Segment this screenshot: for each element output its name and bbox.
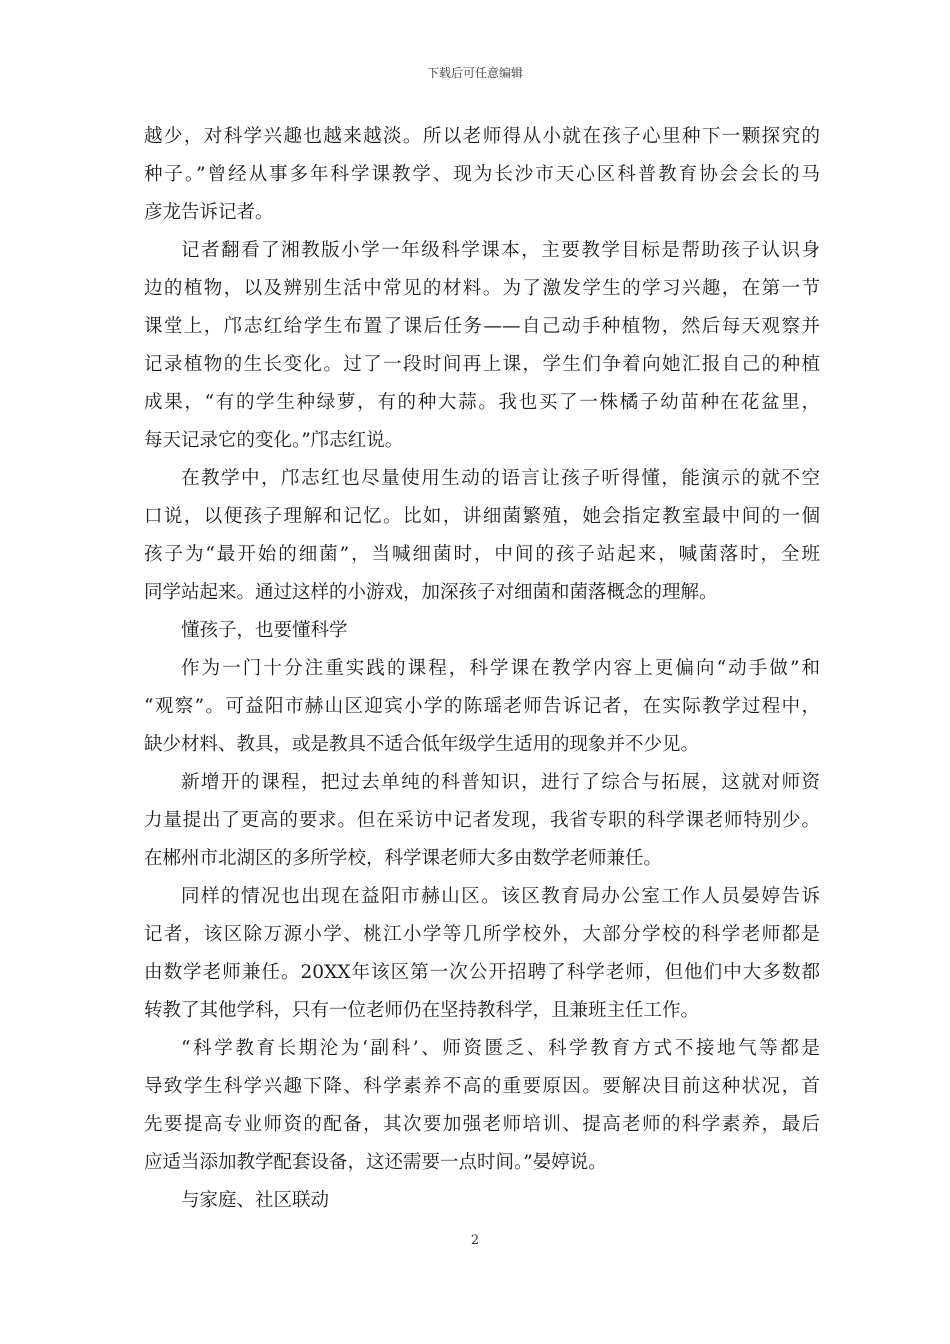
text-line: 新增开的课程，把过去单纯的科普知识，进行了综合与拓展，这就对师资	[181, 772, 820, 793]
text-line: 缺少材料、教具，或是教具不适合低年级学生适用的现象并不少见。	[144, 734, 700, 755]
text-line: 同学站起来。通过这样的小游戏，加深孩子对细菌和菌落概念的理解。	[144, 582, 718, 603]
page-header: 下载后可任意编辑	[426, 66, 523, 80]
text-line: 作为一门十分注重实践的课程，科学课在教学内容上更偏向“动手做”和	[181, 658, 820, 679]
text-line: 力量提出了更高的要求。但在采访中记者发现，我省专职的科学课老师特别少。	[144, 810, 820, 831]
text-line: 越少，对科学兴趣也越来越淡。所以老师得从小就在孩子心里种下一颗探究的	[144, 126, 820, 147]
text-line: 先要提高专业师资的配备，其次要加强老师培训、提高老师的科学素养，最后	[144, 1114, 820, 1135]
text-line: 记者，该区除万源小学、桃江小学等几所学校外，大部分学校的科学老师都是	[144, 924, 820, 945]
text-line: 成果，“有的学生种绿萝，有的种大蒜。我也买了一株橘子幼苗种在花盆里，	[144, 392, 820, 413]
document-body	[144, 118, 820, 1220]
text-line: 孩子为“最开始的细菌”，当喊细菌时，中间的孩子站起来，喊菌落时，全班	[144, 544, 820, 565]
text-line: 边的植物，以及辨别生活中常见的材料。为了激发学生的学习兴趣，在第一节	[144, 278, 820, 299]
text-line: “观察”。可益阳市赫山区迎宾小学的陈瑶老师告诉记者，在实际教学过程中，	[144, 696, 820, 717]
text-line: 口说，以便孩子理解和记忆。比如，讲细菌繁殖，她会指定教室最中间的一個	[144, 506, 820, 527]
text-line: 彦龙告诉记者。	[144, 202, 274, 223]
text-line: 记录植物的生长变化。过了一段时间再上课，学生们争着向她汇报自己的种植	[144, 354, 820, 375]
text-line: 种子。”曾经从事多年科学课教学、现为长沙市天心区科普教育协会会长的马	[144, 164, 820, 185]
text-line: “科学教育长期沦为‘副科’、师资匮乏、科学教育方式不接地气等都是	[181, 1038, 820, 1059]
text-line: 课堂上，邝志红给学生布置了课后任务——自己动手种植物，然后每天观察并	[144, 316, 820, 337]
text-line: 在郴州市北湖区的多所学校，科学课老师大多由数学老师兼任。	[144, 848, 663, 869]
page-number: 2	[470, 1233, 480, 1248]
text-line: 每天记录它的变化。”邝志红说。	[144, 430, 404, 451]
text-line: 记者翻看了湘教版小学一年级科学课本，主要教学目标是帮助孩子认识身	[181, 240, 820, 261]
text-line: 转教了其他学科，只有一位老师仍在坚持教科学，且兼班主任工作。	[144, 1000, 700, 1021]
text-line: 应适当添加教学配套设备，这还需要一点时间。”晏婷说。	[144, 1152, 607, 1173]
section-heading: 与家庭、社区联动	[181, 1190, 330, 1211]
section-heading: 懂孩子，也要懂科学	[181, 620, 348, 641]
text-line: 导致学生科学兴趣下降、科学素养不高的重要原因。要解决目前这种状况，首	[144, 1076, 820, 1097]
text-line: 同样的情况也出现在益阳市赫山区。该区教育局办公室工作人员晏婷告诉	[181, 886, 820, 907]
text-line: 由数学老师兼任。20XX年该区第一次公开招聘了科学老师，但他们中大多数都	[144, 962, 820, 983]
text-line: 在教学中，邝志红也尽量使用生动的语言让孩子听得懂，能演示的就不空	[181, 468, 820, 489]
